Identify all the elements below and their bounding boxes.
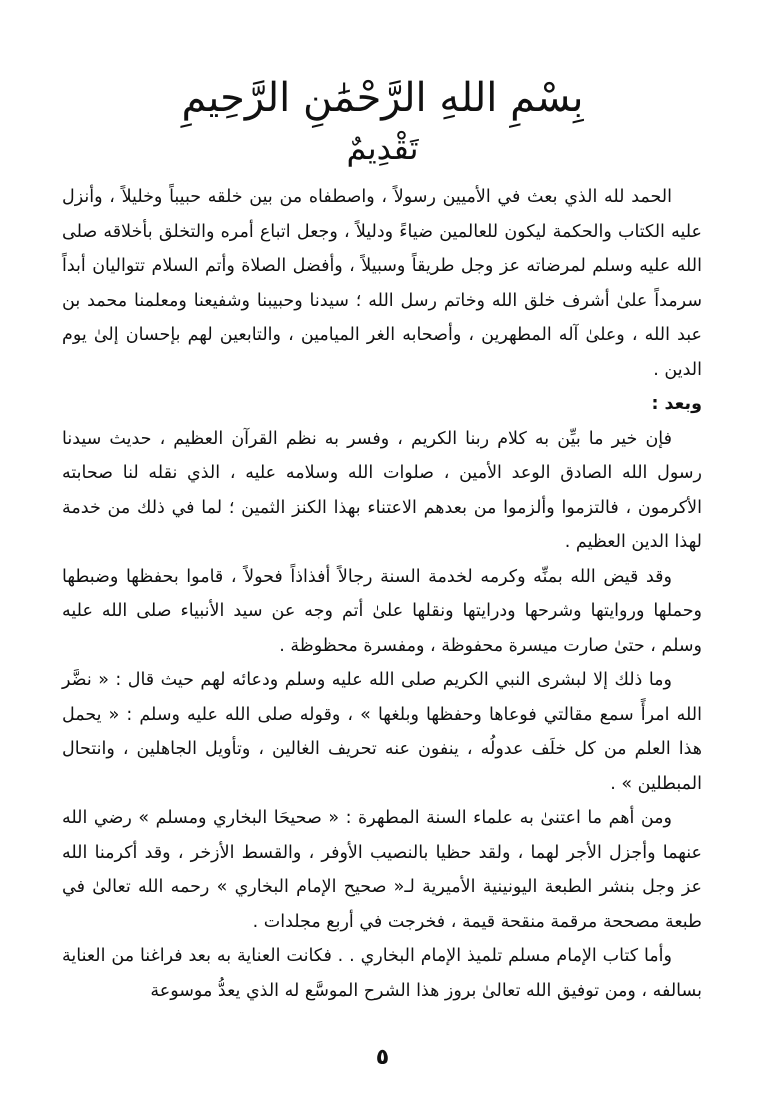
body-text: [62, 180, 702, 1008]
section-title: تَقْدِيمٌ: [346, 129, 419, 167]
page-header: [0, 70, 765, 168]
paragraph-khayr: فإن خير ما بيِّن به كلام ربنا الكريم ، وفسر به نظم القرآن العظيم ، حديث سيدنا رسول الله الصادق الوعد الأمين ، صلوات الله وسلامه عليه ، الذي نقله لنا صحابته الأكرمون ، فالتزموا وألزموا من بعدهم الاعتناء بهذا الكنز الثمين ؛ لما في ذلك من خدمة لهذا الدين العظيم .: [62, 428, 702, 552]
wabad-label: وبعد :: [651, 394, 702, 414]
paragraph-hamd: الحمد لله الذي بعث في الأميين رسولاً ، واصطفاه من بين خلقه حبيباً وخليلاً ، وأنزل عليه الكتاب والحكمة ليكون للعالمين ضياءً ودليلاً ، وجعل اتباع أمره والتخلق بأخلاقه صلى الله عليه وسلم لمرضاته عز وجل طريقاً وسبيلاً ، وأفضل الصلاة وأتم السلام تتواليان أبداً سرمداً علىٰ أشرف خلق الله وخاتم رسل الله ؛ سيدنا وحبيبنا وشفيعنا ومعلمنا محمد بن عبد الله ، وعلىٰ آله المطهرين ، وأصحابه الغر الميامين ، والتابعين لهم بإحسان إلىٰ يوم الدين .: [62, 187, 702, 380]
page-number: ٥: [375, 1045, 390, 1070]
paragraph-muslim: وأما كتاب الإمام مسلم تلميذ الإمام البخاري . . فكانت العناية به بعد فراغنا من العناية بسالفه ، ومن توفيق الله تعالىٰ بروز هذا الشرح الموسَّع له الذي يعدُّ موسوعة: [62, 946, 702, 1001]
paragraph-qayyad: وقد قيض الله بمنِّه وكرمه لخدمة السنة رجالاً أفذاذاً فحولاً ، قاموا بحفظها وضبطها وحملها وروايتها وشرحها ودرايتها ونقلها علىٰ أتم وجه عن سيد الأنبياء صلى الله عليه وسلم ، حتىٰ صارت ميسرة محفوظة ، ومفسرة محظوظة .: [62, 566, 702, 656]
paragraph-sahihan: ومن أهم ما اعتنىٰ به علماء السنة المطهرة : « صحيحَا البخاري ومسلم » رضي الله عنهما وأجزل الأجر لهما ، ولقد حظيا بالنصيب الأوفر ، والقسط الأزخر ، وقد أكرمنا الله عز وجل بنشر الطبعة اليونينية الأميرية لـ« صحيح الإمام البخاري » رحمه الله تعالىٰ في طبعة مصححة مرقمة منقحة قيمة ، فخرجت في أربع مجلدات .: [62, 808, 702, 932]
basmala-calligraphy: بِسْمِ اللهِ الرَّحْمَٰنِ الرَّحِيمِ: [181, 75, 584, 121]
paragraph-bushra: وما ذلك إلا لبشرى النبي الكريم صلى الله عليه وسلم ودعائه لهم حيث قال : « نضَّر الله امرأً سمع مقالتي فوعاها وحفظها وبلغها » ، وقوله صلى الله عليه وسلم : « يحمل هذا العلم من كل خلَف عدولُه ، ينفون عنه تحريف الغالين ، وتأويل الجاهلين ، وانتحال المبطلين » .: [62, 670, 702, 794]
